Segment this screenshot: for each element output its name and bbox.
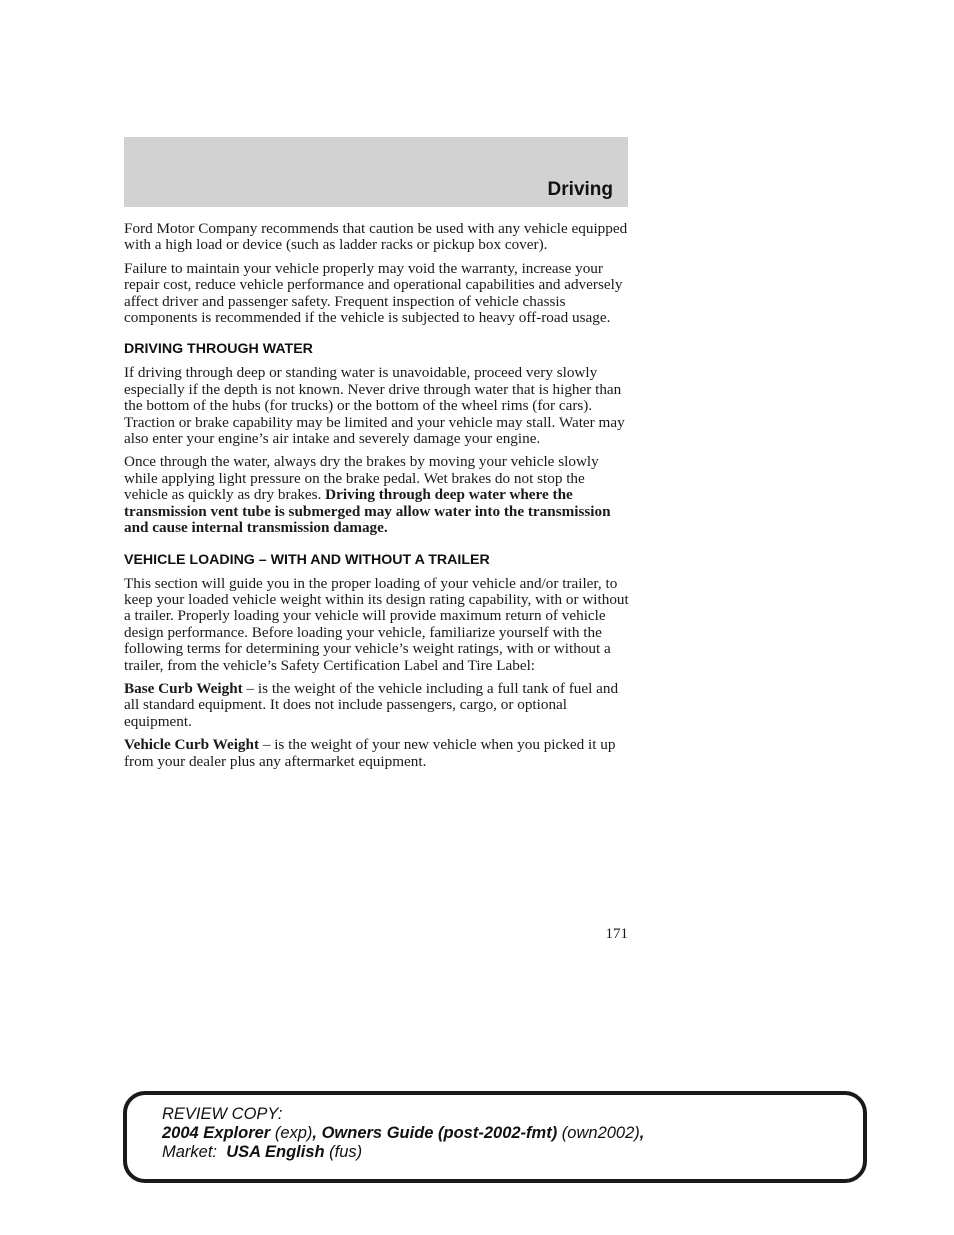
review-guide: , Owners Guide (post-2002-fmt) <box>312 1124 558 1142</box>
definition-vehicle-curb-weight <box>124 737 630 770</box>
review-guide-code: (own2002) <box>557 1124 640 1142</box>
review-model: 2004 Explorer <box>162 1124 271 1142</box>
review-market-label: Market: <box>162 1143 227 1161</box>
heading-vehicle-loading: VEHICLE LOADING – WITH AND WITHOUT A TRAILER <box>124 551 490 568</box>
paragraph-loading: This section will guide you in the proper loading of your vehicle and/or trailer, to keep your loaded vehicle weight within its design rating capability, with or without a trailer. Properly loading your vehicle will provide maximum return of vehicle design performance. Before loading your vehicle, familiarize yourself with the following terms for determining your vehicle’s weight ratings, with or without a trailer, from the vehicle’s Safety Certification Label and Tire Label: <box>124 574 629 674</box>
review-copy-line1 <box>162 1105 842 1124</box>
term-vehicle-curb-weight: Vehicle Curb Weight <box>124 736 260 754</box>
review-copy-line3 <box>162 1143 842 1162</box>
paragraph-dry-brakes <box>124 454 630 536</box>
definition-base-curb-weight <box>124 681 630 730</box>
review-copy-label: REVIEW COPY: <box>162 1105 283 1123</box>
def-base-curb-weight: – is the weight of the vehicle including a full tank of fuel and all standard equipment. It does not include passengers, cargo, or optional equipment. <box>124 679 619 730</box>
review-copy-box <box>123 1091 867 1183</box>
review-copy-text <box>162 1105 842 1162</box>
paragraph-caution: Ford Motor Company recommends that caution be used with any vehicle equipped with a high load or device (such as ladder racks or pickup box cover). <box>124 220 628 254</box>
heading-driving-through-water: DRIVING THROUGH WATER <box>124 341 313 358</box>
page-number: 171 <box>605 926 628 942</box>
paragraph-water: If driving through deep or standing water is unavoidable, proceed very slowly especially if the depth is not known. Never drive through water that is higher than the bottom of the hubs (for trucks) or the bottom of the wheel rims (for cars). Traction or brake capability may be limited and your vehicle may stall. Water may also enter your engine’s air intake and severely damage your engine. <box>124 364 625 448</box>
review-copy-line2 <box>162 1124 842 1143</box>
section-title: Driving <box>547 179 613 200</box>
section-header-band <box>124 137 628 207</box>
review-market-code: (fus) <box>324 1143 363 1161</box>
transmission-warning: Driving through deep water where the transmission vent tube is submerged may allow water into the transmission and cause internal transmission damage. <box>124 486 611 537</box>
paragraph-maintenance: Failure to maintain your vehicle properly may void the warranty, increase your repair cost, reduce vehicle performance and operational capabilities and adversely affect driver and passenger safety. Frequent inspection of vehicle chassis components is recommended if the vehicle is subjected to heavy off-road usage. <box>124 259 623 327</box>
review-market: USA English <box>226 1143 325 1161</box>
page-content <box>124 221 630 777</box>
term-base-curb-weight: Base Curb Weight <box>124 679 243 697</box>
review-comma: , <box>639 1124 645 1142</box>
def-vehicle-curb-weight: – is the weight of your new vehicle when you picked it up from your dealer plus any aftermarket equipment. <box>124 736 616 770</box>
dry-brakes-text: Once through the water, always dry the brakes by moving your vehicle slowly while applying light pressure on the brake pedal. Wet brakes do not stop the vehicle as quickly as dry brakes. <box>124 453 599 504</box>
review-model-code: (exp) <box>270 1124 313 1142</box>
